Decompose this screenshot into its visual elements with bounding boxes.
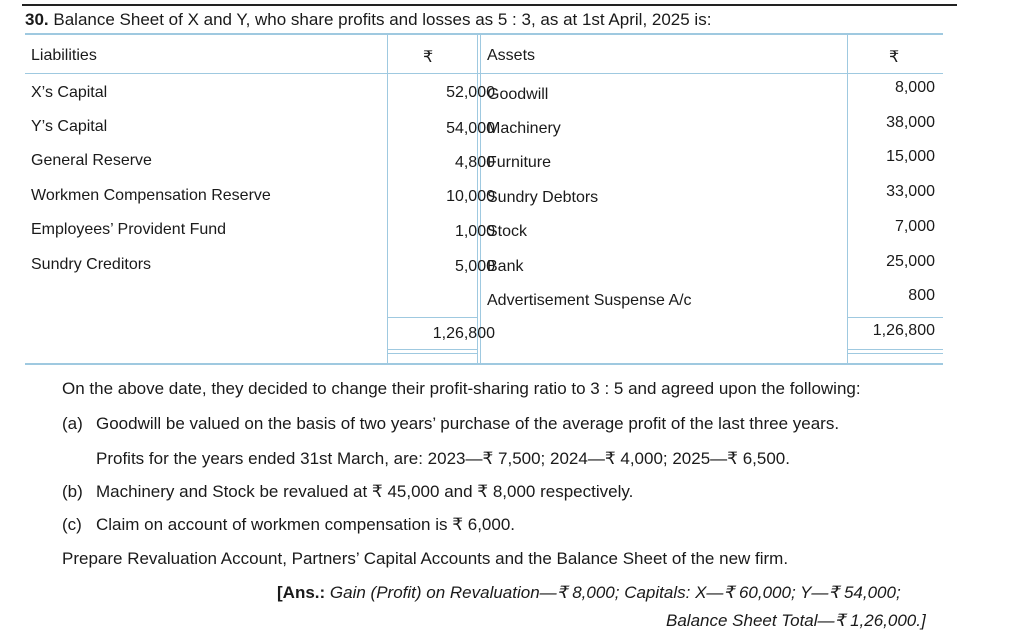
asset-total-rule-bottom2 [847, 353, 943, 354]
answer-line-2: Balance Sheet Total—₹ 1,26,000.] [666, 611, 926, 630]
liability-label: Sundry Creditors [31, 256, 152, 273]
liability-label: General Reserve [31, 152, 152, 169]
liability-amount: 1,000 [454, 223, 495, 240]
col-divider-1 [387, 33, 388, 365]
asset-currency-header: ₹ [889, 49, 900, 66]
top-rule [22, 4, 957, 6]
asset-total-rule-bottom [847, 349, 943, 350]
question-heading [25, 10, 711, 30]
asset-label: Sundry Debtors [487, 189, 599, 206]
assets-header: Assets [487, 47, 536, 64]
liability-amount: 54,000 [446, 120, 495, 137]
asset-label: Machinery [487, 120, 561, 137]
prepare-instruction: Prepare Revaluation Account, Partners’ Capital Accounts and the Balance Sheet of the new firm. [62, 549, 789, 568]
col-divider-3 [847, 33, 848, 365]
asset-label: Bank [487, 258, 524, 275]
asset-label: Furniture [487, 154, 552, 171]
table-bottom-border [25, 363, 943, 365]
asset-amount: 15,000 [886, 148, 935, 165]
asset-amount: 38,000 [886, 114, 935, 131]
liability-amount: 52,000 [446, 84, 495, 101]
liability-label: Employees’ Provident Fund [31, 221, 227, 238]
liability-amount: 5,000 [454, 258, 495, 275]
question-number: 30. [25, 10, 49, 29]
item-a-marker: (a) [62, 414, 83, 433]
liab-currency-header: ₹ [423, 49, 434, 66]
item-a-text: Goodwill be valued on the basis of two years’ purchase of the average profit of the last three years. [96, 414, 840, 433]
asset-label: Stock [487, 223, 528, 240]
liab-total-rule-bottom2 [387, 353, 477, 354]
liability-label: X’s Capital [31, 84, 108, 101]
liability-amount: 10,000 [446, 188, 495, 205]
answer-line-1 [277, 583, 901, 603]
liab-total-rule-top [387, 317, 477, 318]
item-b-text: Machinery and Stock be revalued at ₹ 45,000 and ₹ 8,000 respectively. [96, 482, 634, 501]
liability-label: Y’s Capital [31, 118, 108, 135]
asset-total-rule-top [847, 317, 943, 318]
item-c-marker: (c) [62, 515, 82, 534]
asset-amount: 33,000 [886, 183, 935, 200]
asset-amount: 25,000 [886, 253, 935, 270]
liabilities-header: Liabilities [31, 47, 97, 64]
liability-amount: 4,800 [454, 154, 495, 171]
asset-label: Goodwill [487, 86, 549, 103]
header-divider [25, 73, 943, 74]
answer-text-1: Gain (Profit) on Revaluation—₹ 8,000; Capitals: X—₹ 60,000; Y—₹ 54,000; [329, 583, 901, 602]
item-c-text: Claim on account of workmen compensation is ₹ 6,000. [96, 515, 516, 534]
asset-amount: 8,000 [894, 79, 935, 96]
asset-amount: 7,000 [894, 218, 935, 235]
liabilities-total: 1,26,800 [432, 325, 495, 342]
item-a-continuation: Profits for the years ended 31st March, are: 2023—₹ 7,500; 2024—₹ 4,000; 2025—₹ 6,500. [96, 449, 790, 468]
question-text: Balance Sheet of X and Y, who share profits and losses as 5 : 3, as at 1st April, 2025 is: [53, 10, 712, 29]
liab-total-rule-bottom [387, 349, 477, 350]
item-b-marker: (b) [62, 482, 83, 501]
answer-prefix: [Ans.: [277, 583, 326, 602]
liability-label: Workmen Compensation Reserve [31, 187, 271, 204]
assets-total: 1,26,800 [872, 322, 935, 339]
balance-sheet-table [25, 33, 943, 365]
asset-amount: 800 [908, 287, 935, 304]
asset-label: Advertisement Suspense A/c [487, 292, 692, 309]
table-top-border [25, 33, 943, 35]
intro-text: On the above date, they decided to change their profit-sharing ratio to 3 : 5 and agreed upon the following: [62, 379, 861, 398]
